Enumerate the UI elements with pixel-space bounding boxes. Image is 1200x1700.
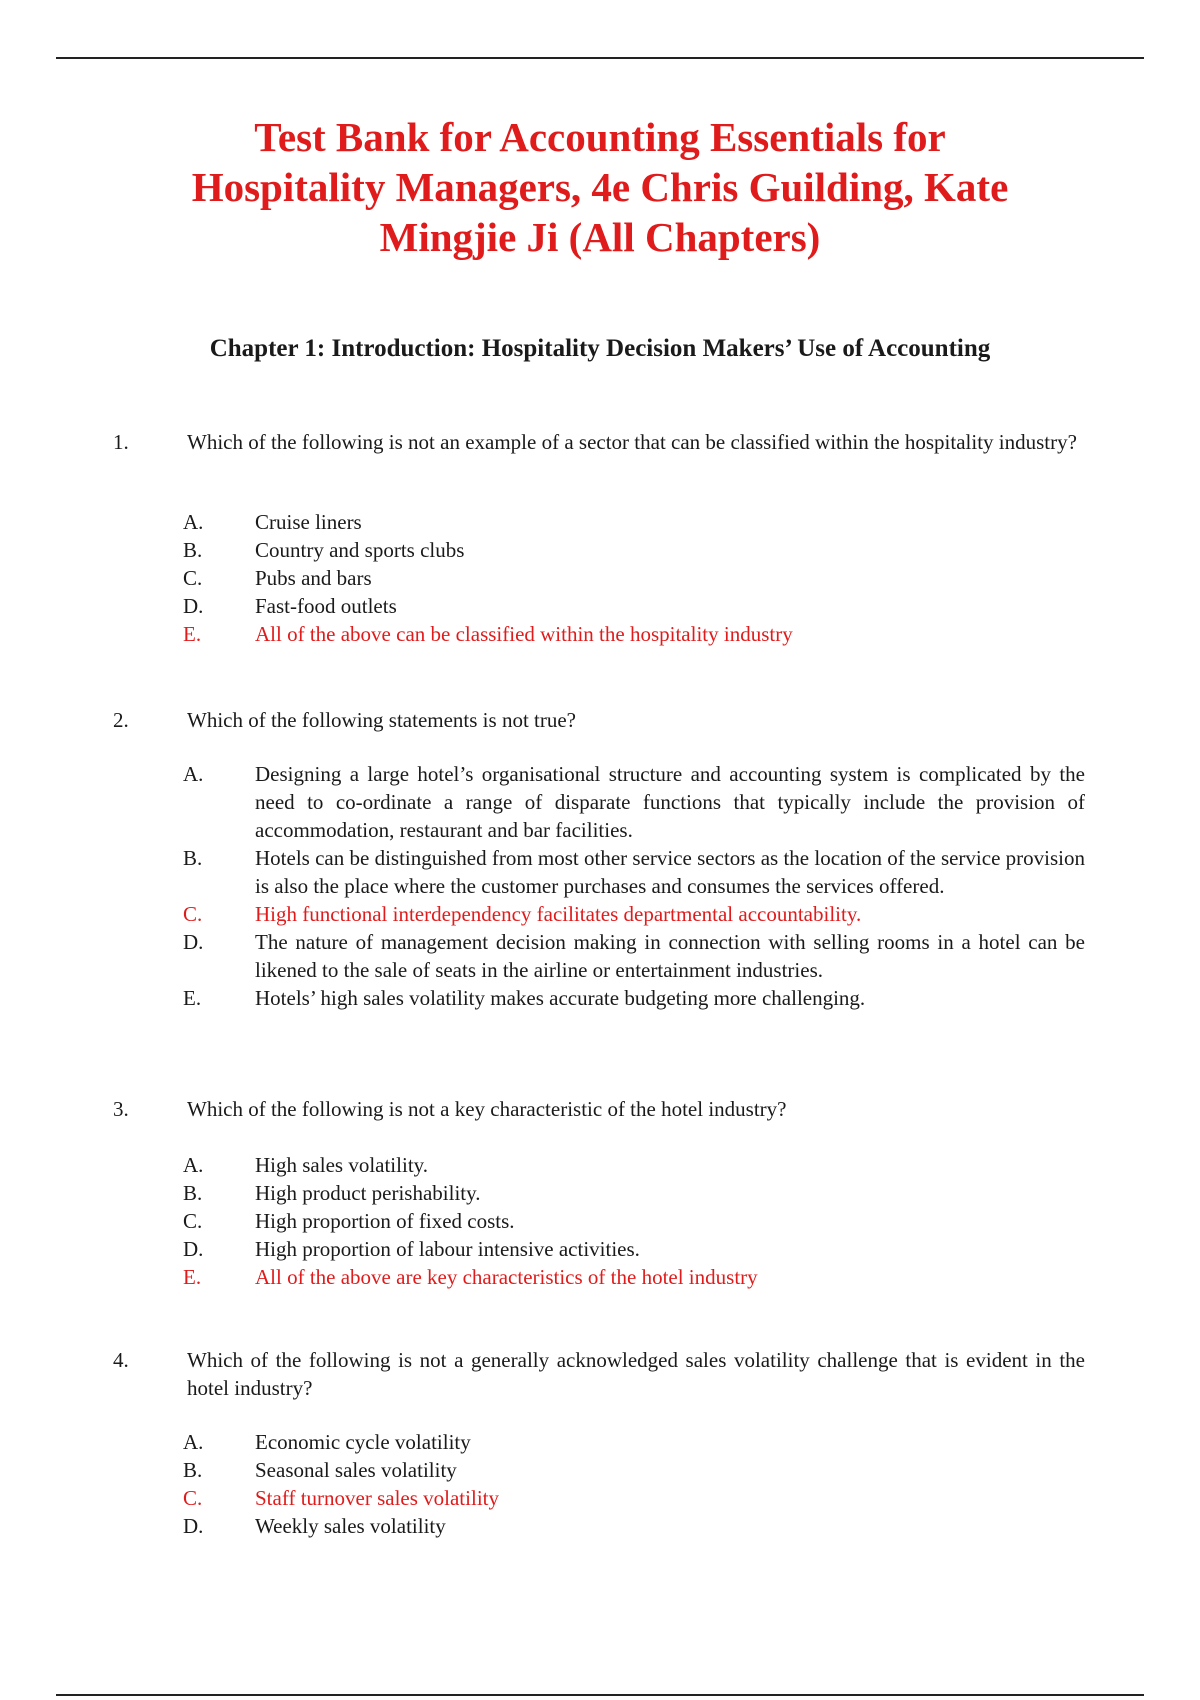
answer-options: [183, 508, 1085, 648]
option-text: Designing a large hotel’s organisational structure and accounting system is complicated by the need to co-ordinate a range of disparate functions that typically include the provision of accommodation, restaurant and bar facilities.: [255, 762, 1085, 842]
option-text: Weekly sales volatility: [255, 1514, 446, 1538]
option-text: Hotels can be distinguished from most other service sectors as the location of the service provision is also the place where the customer purchases and consumes the services offered.: [255, 846, 1085, 898]
option-letter: C.: [183, 1209, 203, 1233]
answer-option: [183, 592, 1085, 620]
answer-option: [183, 1207, 1085, 1235]
option-text: High proportion of labour intensive activities.: [255, 1237, 640, 1261]
answer-option: [183, 1263, 1085, 1291]
chapter-heading: Chapter 1: Introduction: Hospitality Decision Makers’ Use of Accounting: [209, 335, 991, 362]
answer-options: [183, 760, 1085, 1012]
answer-option: [183, 844, 1085, 900]
option-text: Economic cycle volatility: [255, 1430, 471, 1454]
answer-option: [183, 1456, 1085, 1484]
option-letter: C.: [183, 902, 203, 926]
option-letter: B.: [183, 846, 203, 870]
question-text: Which of the following statements is not true?: [187, 708, 576, 732]
option-letter: E.: [183, 1265, 202, 1289]
answer-option: [183, 1484, 1085, 1512]
option-letter: A.: [183, 762, 204, 786]
answer-option: [183, 536, 1085, 564]
option-text: Staff turnover sales volatility: [255, 1486, 499, 1510]
answer-option: [183, 984, 1085, 1012]
option-text: High functional interdependency facilitates departmental accountability.: [255, 902, 862, 926]
option-text: High proportion of fixed costs.: [255, 1209, 515, 1233]
option-letter: B.: [183, 1458, 203, 1482]
option-text: Seasonal sales volatility: [255, 1458, 457, 1482]
option-letter: B.: [183, 538, 203, 562]
option-letter: C.: [183, 1486, 203, 1510]
answer-option: [183, 760, 1085, 844]
option-text: The nature of management decision making in connection with selling rooms in a hotel can be likened to the sale of seats in the airline or entertainment industries.: [255, 930, 1085, 982]
answer-option: [183, 900, 1085, 928]
option-text: Country and sports clubs: [255, 538, 465, 562]
question-text: Which of the following is not an example of a sector that can be classified within the hospitality industry?: [187, 430, 1077, 454]
option-letter: D.: [183, 930, 204, 954]
answer-option: [183, 928, 1085, 984]
option-text: Cruise liners: [255, 510, 362, 534]
question-number: 4.: [113, 1348, 129, 1372]
answer-option: [183, 1179, 1085, 1207]
option-letter: A.: [183, 1153, 204, 1177]
answer-option: [183, 1512, 1085, 1540]
question-number: 2.: [113, 708, 129, 732]
option-text: High product perishability.: [255, 1181, 481, 1205]
option-letter: A.: [183, 510, 204, 534]
title-line: Hospitality Managers, 4e Chris Guilding, Kate: [191, 164, 1009, 210]
option-letter: B.: [183, 1181, 203, 1205]
answer-option: [183, 1151, 1085, 1179]
option-letter: E.: [183, 986, 202, 1010]
option-letter: C.: [183, 566, 203, 590]
title-line: Mingjie Ji (All Chapters): [379, 214, 821, 260]
option-letter: E.: [183, 622, 202, 646]
answer-option: [183, 1428, 1085, 1456]
option-text: All of the above are key characteristics of the hotel industry: [255, 1265, 758, 1289]
bottom-divider: [56, 1694, 1144, 1696]
option-text: All of the above can be classified within the hospitality industry: [255, 622, 793, 646]
top-divider: [56, 57, 1144, 59]
answer-options: [183, 1428, 1085, 1540]
option-letter: D.: [183, 594, 204, 618]
option-text: High sales volatility.: [255, 1153, 429, 1177]
answer-option: [183, 1235, 1085, 1263]
document-title: [120, 112, 1080, 262]
option-letter: D.: [183, 1237, 204, 1261]
answer-option: [183, 564, 1085, 592]
question-number: 3.: [113, 1097, 129, 1121]
answer-option: [183, 508, 1085, 536]
option-text: Fast-food outlets: [255, 594, 397, 618]
option-text: Pubs and bars: [255, 566, 372, 590]
title-line: Test Bank for Accounting Essentials for: [254, 114, 946, 160]
option-letter: A.: [183, 1430, 204, 1454]
option-text: Hotels’ high sales volatility makes accurate budgeting more challenging.: [255, 986, 866, 1010]
option-letter: D.: [183, 1514, 204, 1538]
question-text: Which of the following is not a generally acknowledged sales volatility challenge that is evident in the hotel industry?: [187, 1348, 1085, 1400]
answer-option: [183, 620, 1085, 648]
answer-options: [183, 1151, 1085, 1291]
question-number: 1.: [113, 430, 129, 454]
question-text: Which of the following is not a key characteristic of the hotel industry?: [187, 1097, 787, 1121]
